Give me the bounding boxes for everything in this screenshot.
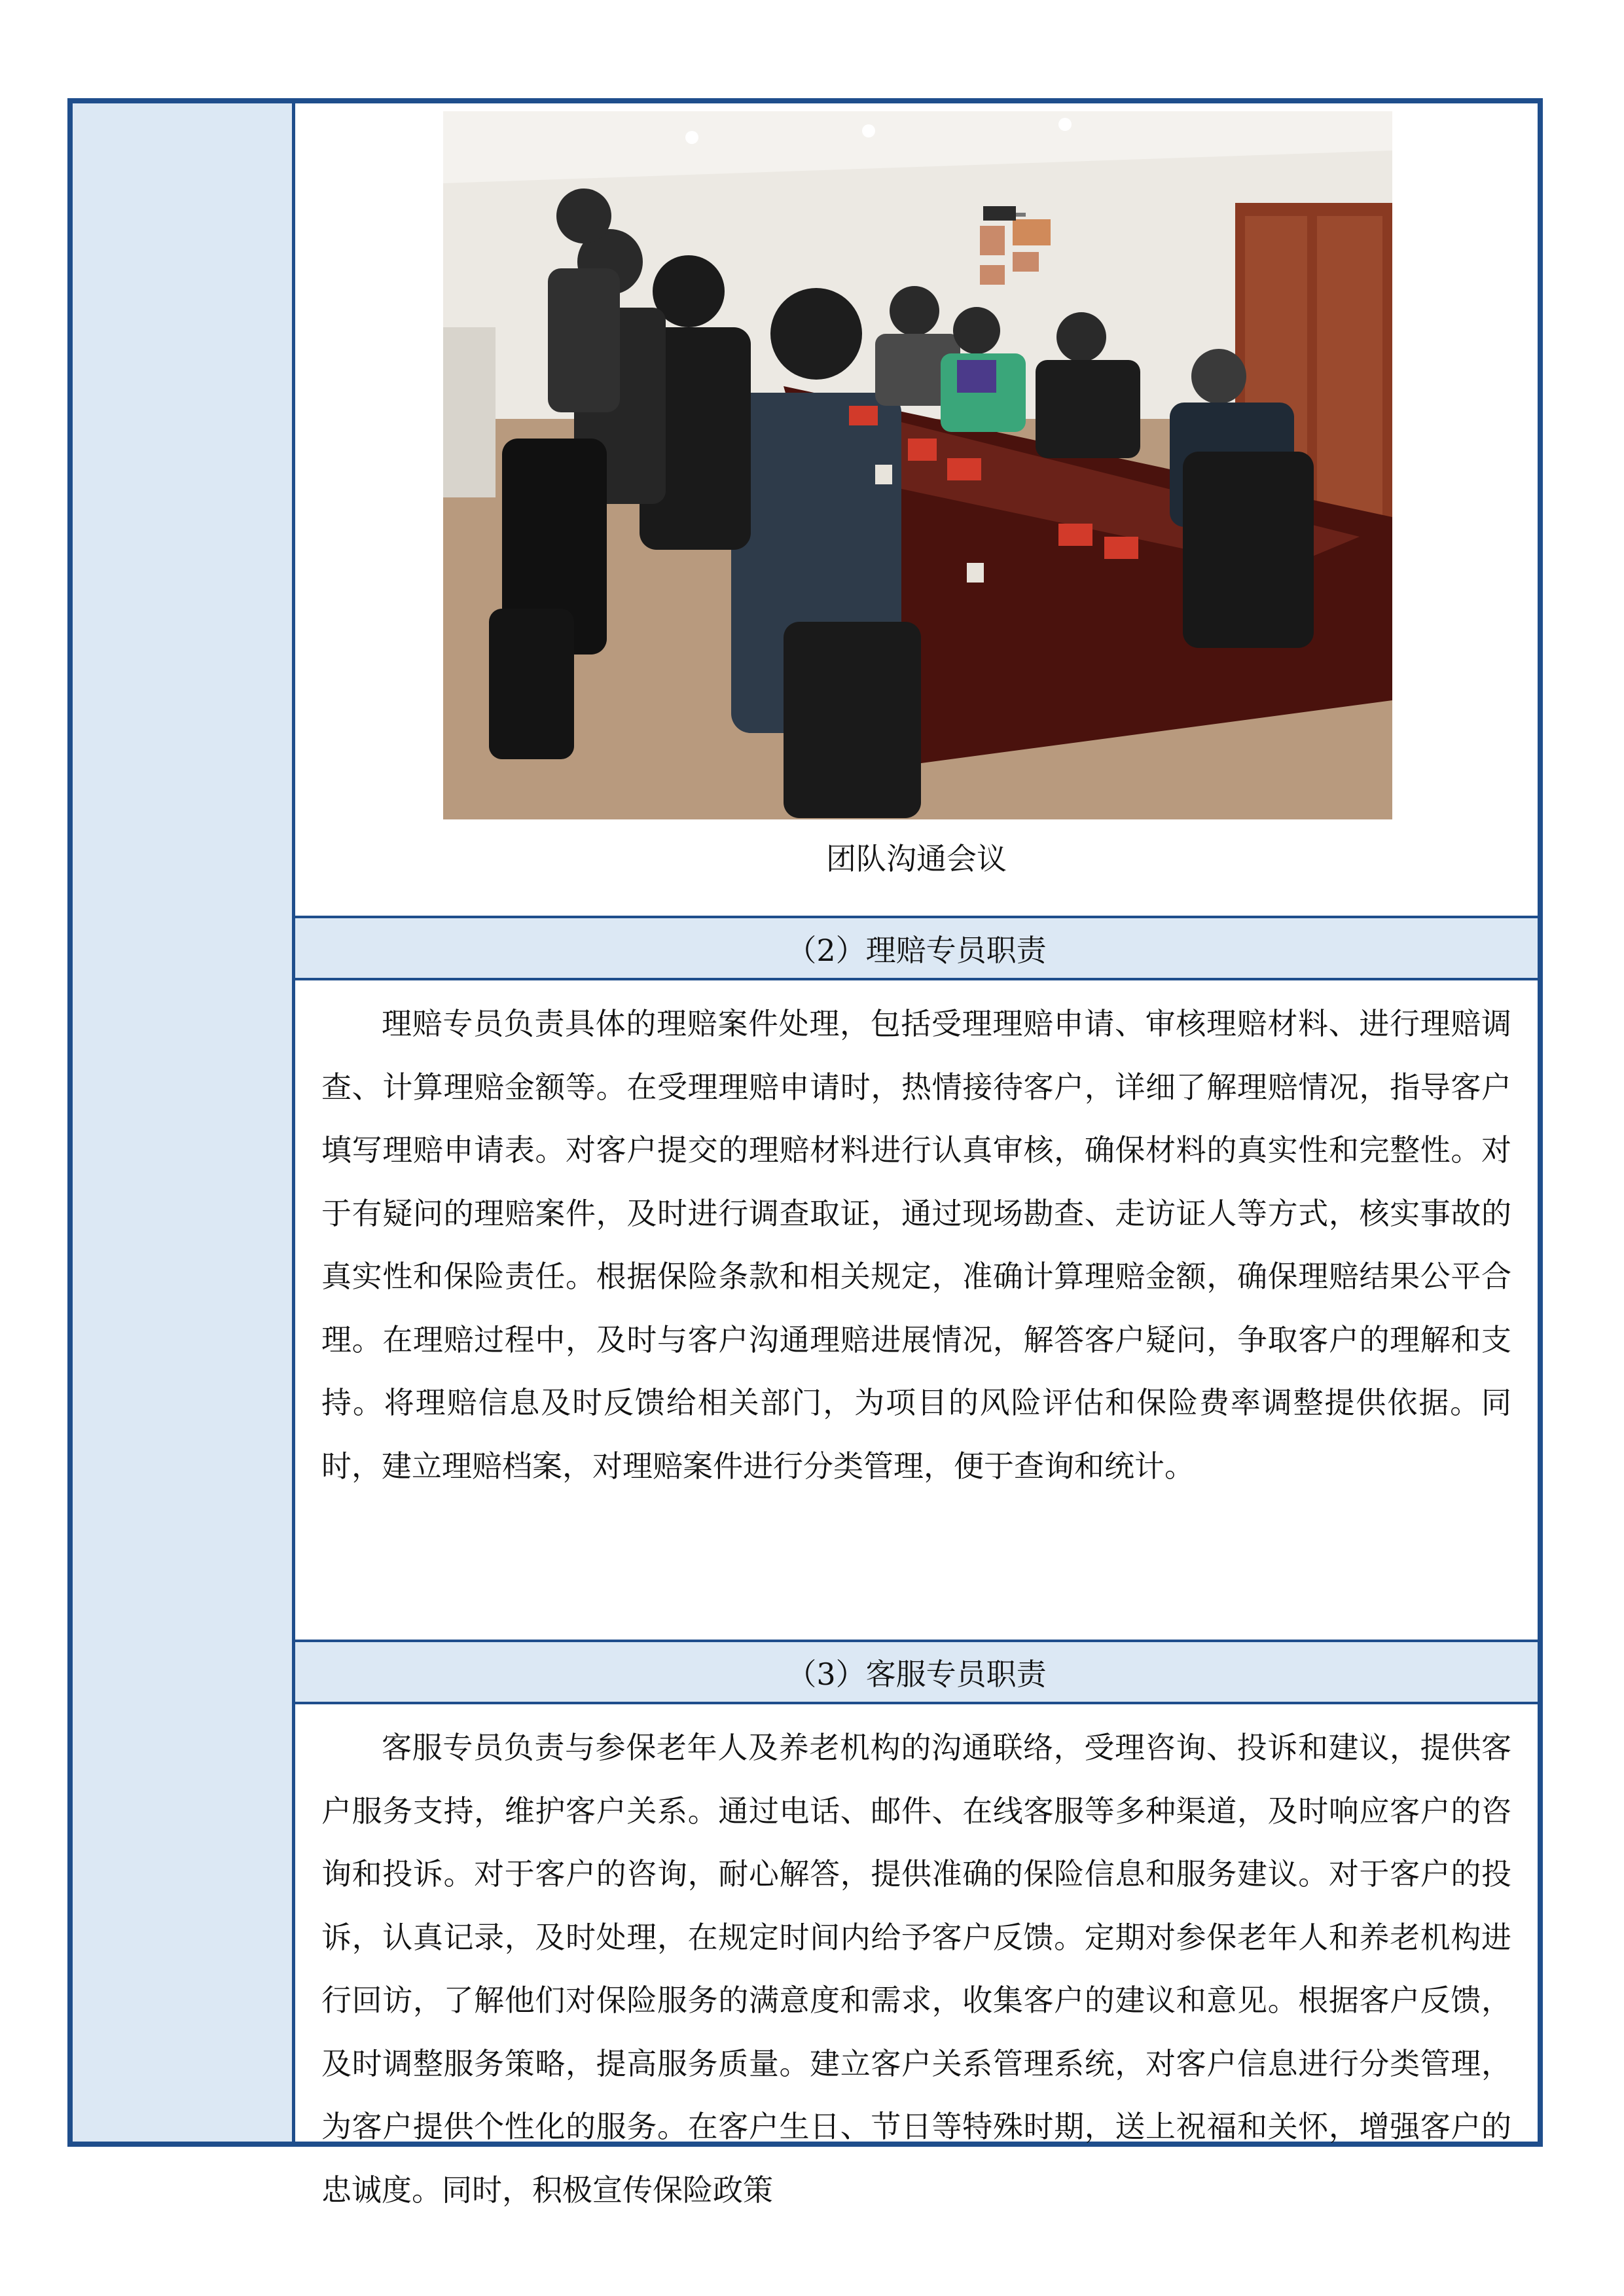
section-header-customer-service: （3）客服专员职责	[295, 1642, 1538, 1704]
content-column	[295, 103, 1538, 2208]
customer-service-paragraph: 客服专员负责与参保老年人及养老机构的沟通联络，受理咨询、投诉和建议，提供客户服务支持，维护客户关系。通过电话、邮件、在线客服等多种渠道，及时响应客户的咨询和投诉。对于客户的咨询，耐心解答，提供准确的保险信息和服务建议。对于客户的投诉，认真记录，及时处理，在规定时间内给予客户反馈。定期对参保老年人和养老机构进行回访，了解他们对保险服务的满意度和需求，收集客户的建议和意见。根据客户反馈，及时调整服务策略，提高服务质量。建立客户关系管理系统，对客户信息进行分类管理，为客户提供个性化的服务。在客户生日、节日等特殊时期，送上祝福和关怀，增强客户的忠诚度。同时，积极宣传保险政策	[321, 1730, 1511, 2208]
meeting-photo-illustration	[443, 111, 1392, 819]
section-header-claims-specialist: （2）理赔专员职责	[295, 918, 1538, 980]
section-body-customer-service	[295, 1704, 1538, 2208]
document-table	[67, 98, 1543, 2208]
claims-specialist-paragraph: 理赔专员负责具体的理赔案件处理，包括受理理赔申请、审核理赔材料、进行理赔调查、计算理赔金额等。在受理理赔申请时，热情接待客户，详细了解理赔情况，指导客户填写理赔申请表。对客户提交的理赔材料进行认真审核，确保材料的真实性和完整性。对于有疑问的理赔案件，及时进行调查取证，通过现场勘查、走访证人等方式，核实事故的真实性和保险责任。根据保险条款和相关规定，准确计算理赔金额，确保理赔结果公平合理。在理赔过程中，及时与客户沟通理赔进展情况，解答客户疑问，争取客户的理解和支持。将理赔信息及时反馈给相关部门，为项目的风险评估和保险费率调整提供依据。同时，建立理赔档案，对理赔案件进行分类管理，便于查询和统计。	[321, 1006, 1511, 1484]
photo-cell	[295, 103, 1538, 918]
left-label-column	[73, 103, 295, 2142]
photo-caption: 团队沟通会议	[826, 841, 1007, 876]
meeting-photo	[443, 111, 1392, 819]
section-body-claims-specialist	[295, 980, 1538, 1642]
